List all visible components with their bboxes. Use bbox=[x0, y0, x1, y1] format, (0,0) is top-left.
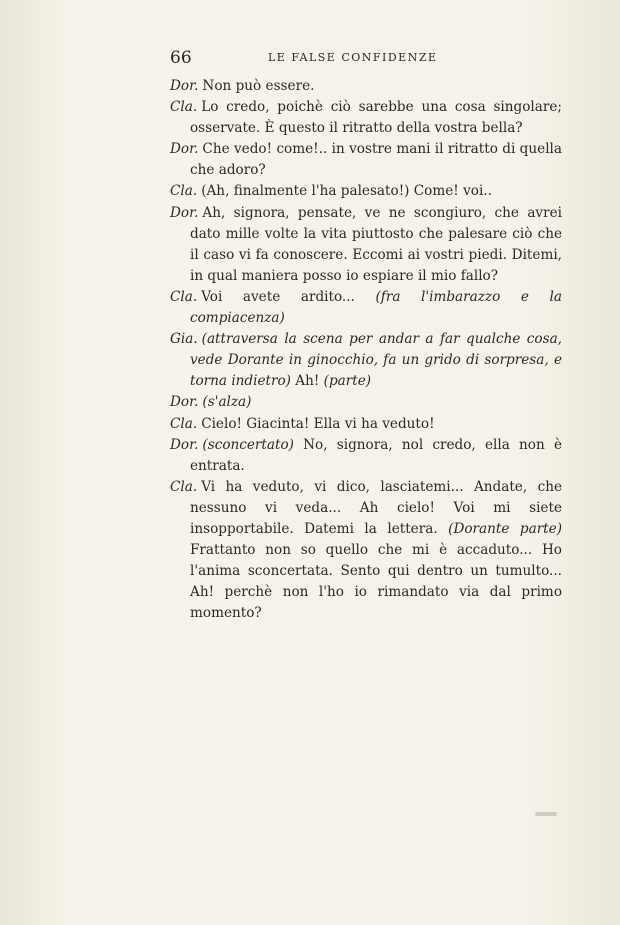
speech-line bbox=[170, 203, 562, 287]
stage-direction: (parte) bbox=[323, 373, 372, 390]
page-header bbox=[170, 48, 560, 70]
page-number: 66 bbox=[170, 48, 192, 68]
spoken-text: No, signora, nol credo, ella non è entrata. bbox=[190, 436, 562, 474]
spoken-text: Che vedo! come!.. in vostre mani il ritratto di quella che adoro? bbox=[190, 141, 562, 179]
speech-line bbox=[170, 477, 562, 625]
spoken-text: Cielo! Giacinta! Ella vi ha veduto! bbox=[201, 415, 435, 432]
stage-direction: (sconcertato) bbox=[202, 436, 294, 453]
stage-direction: (attraversa la scena per andar a far qualche cosa, vede Dorante in ginocchio, fa un grido di sorpresa, e torna indietro) bbox=[190, 331, 562, 390]
speech-line bbox=[170, 76, 562, 97]
speaker-name: Cla. bbox=[170, 415, 198, 432]
spoken-text: Frattanto non so quello che mi è accaduto... Ho l'anima sconcertata. Sento qui dentro un tumulto... Ah! perchè non l'ho io rimandato via dal primo momento? bbox=[190, 542, 562, 622]
spoken-text: Lo credo, poichè ciò sarebbe una cosa singolare; osservate. È questo il ritratto della vostra bella? bbox=[190, 99, 562, 137]
ink-smudge bbox=[535, 812, 557, 816]
speech-line bbox=[170, 414, 562, 435]
speaker-name: Dor. bbox=[170, 204, 199, 221]
speaker-name: Dor. bbox=[170, 436, 199, 453]
speaker-name: Cla. bbox=[170, 99, 198, 116]
speech-line bbox=[170, 181, 562, 202]
speech-line bbox=[170, 287, 562, 329]
speaker-name: Dor. bbox=[170, 141, 199, 158]
spoken-text: Non può essere. bbox=[202, 78, 315, 94]
speaker-name: Cla. bbox=[170, 183, 198, 200]
speaker-name: Dor. bbox=[170, 394, 199, 411]
stage-direction: (fra l'imbarazzo e la compiacenza) bbox=[190, 288, 562, 327]
spoken-text: Vi ha veduto, vi dico, lasciatemi... Andate, che nessuno vi veda... Ah cielo! Voi mi siete insopportabile. Datemi la lettera. bbox=[190, 478, 562, 537]
speech-line bbox=[170, 139, 562, 181]
speaker-name: Gia. bbox=[170, 331, 198, 348]
spoken-text: (Ah, finalmente l'ha palesato!) Come! voi.. bbox=[201, 183, 492, 200]
speaker-name: Dor. bbox=[170, 78, 199, 94]
running-title: LE FALSE CONFIDENZE bbox=[268, 51, 438, 64]
speech-line bbox=[170, 435, 562, 477]
speech-line bbox=[170, 97, 562, 139]
speech-line bbox=[170, 392, 562, 413]
stage-direction: (Dorante parte) bbox=[448, 520, 562, 537]
spoken-text: Ah, signora, pensate, ve ne scongiuro, che avrei dato mille volte la vita piuttosto che palesare ciò che il caso vi fa conoscere. Eccomi ai vostri piedi. Ditemi, in qual maniera posso io espiare il mio fallo? bbox=[190, 204, 562, 284]
speech-line bbox=[170, 329, 562, 392]
dialogue-text bbox=[170, 76, 562, 624]
speaker-name: Cla. bbox=[170, 478, 198, 495]
stage-direction: (s'alza) bbox=[202, 394, 252, 411]
spoken-text: Voi avete ardito... bbox=[201, 288, 376, 305]
speaker-name: Cla. bbox=[170, 288, 198, 305]
spoken-text: Ah! bbox=[290, 373, 324, 390]
